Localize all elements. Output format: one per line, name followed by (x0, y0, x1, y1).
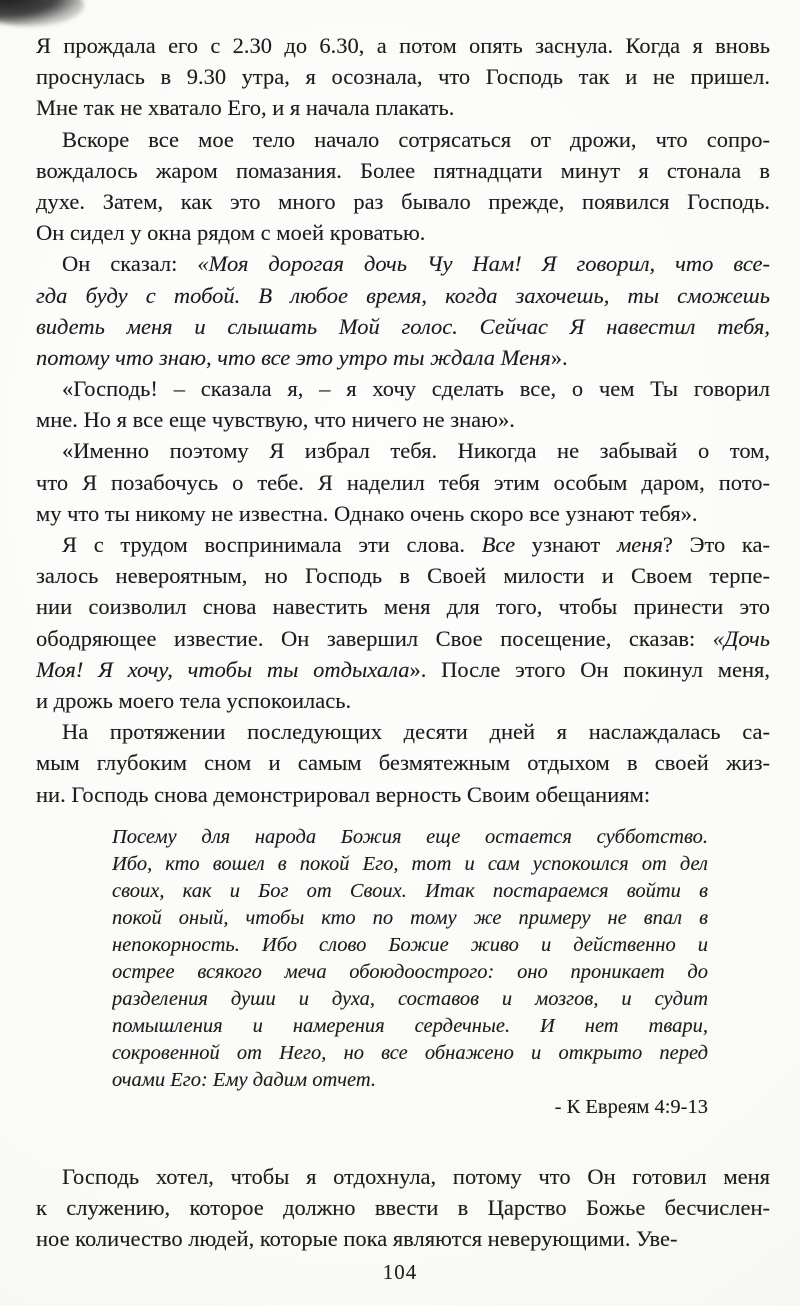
text-line: залось невероятным, но Господь в Своей милости и Своем терпе- (36, 563, 770, 589)
text-line: Посему для народа Божия еще остается субботство. (112, 825, 708, 848)
text-line: - К Евреям 4:9-13 (554, 1095, 708, 1118)
text-line: духе. Затем, как это много раз бывало прежде, появился Господь. (36, 188, 770, 214)
text-line: непокорность. Ибо слово Божие живо и действенно и (112, 933, 708, 956)
text-line: что Я позабочусь о тебе. Я наделил тебя этим особым даром, пото- (36, 469, 770, 495)
text-line: покой оный, чтобы кто по тому же примеру не впал в (112, 906, 708, 929)
text-line: к служению, которое должно ввести в Царство Божье бесчислен- (36, 1194, 770, 1220)
text-line: гда буду с тобой. В любое время, когда захочешь, ты сможешь (36, 282, 770, 308)
text-line: Моя! Я хочу, чтобы ты отдыхала». После этого Он покинул меня, (36, 656, 770, 682)
text-line: проснулась в 9.30 утра, я осознала, что Господь так и не пришел. (36, 64, 770, 90)
text-line: Я прождала его с 2.30 до 6.30, а потом опять заснула. Когда я вновь (36, 33, 770, 58)
text-line: Вскоре все мое тело начало сотрясаться от дрожи, что сопро- (62, 126, 770, 152)
text-line: разделения души и духа, составов и мозгов, и судит (112, 987, 708, 1010)
text-line: «Господь! – сказала я, – я хочу сделать все, о чем Ты говорил (62, 376, 770, 402)
text-line: Он сидел у окна рядом с моей кроватью. (36, 220, 426, 246)
paragraph (36, 30, 770, 124)
text-line: мне. Но я все еще чувствую, что ничего не знаю». (36, 407, 515, 433)
text-line: нии соизволил снова навестить меня для того, чтобы принести это (36, 594, 770, 620)
text-line: ни. Господь снова демонстрировал верность Своим обещаниям: (36, 781, 651, 807)
paragraph (36, 1161, 770, 1255)
text-line: Господь хотел, чтобы я отдохнула, потому что Он готовил меня (62, 1163, 770, 1189)
text-line: «Именно поэтому Я избрал тебя. Никогда не забывай о том, (62, 438, 770, 464)
page-text (36, 30, 770, 1254)
text-line: потому что знаю, что все это утро ты ждала Меня». (36, 344, 568, 370)
text-line: Мне так не хватало Его, и я начала плакать. (36, 95, 455, 121)
text-line: ное количество людей, которые пока являются неверующими. Уве- (36, 1226, 678, 1252)
text-line: Ибо, кто вошел в покой Его, тот и сам успокоился от дел (112, 852, 708, 875)
text-line: На протяжении последующих десяти дней я наслаждалась са- (62, 719, 770, 745)
scan-artifact-corner-smudge (0, 0, 84, 26)
paragraph (36, 373, 770, 435)
scripture-citation (112, 1094, 708, 1121)
text-line: видеть меня и слышать Мой голос. Сейчас Я навестил тебя, (36, 313, 770, 339)
paragraph (36, 716, 770, 810)
page-number: 104 (382, 1260, 418, 1284)
text-line: сокровенной от Него, но все обнажено и открыто перед (112, 1041, 708, 1064)
paragraph (36, 124, 770, 249)
text-line: очами Его: Ему дадим отчет. (112, 1068, 377, 1091)
paragraph (36, 529, 770, 716)
text-line: своих, как и Бог от Своих. Итак постараемся войти в (112, 879, 708, 902)
paragraph (36, 248, 770, 373)
text-line: Он сказал: «Моя дорогая дочь Чу Нам! Я говорил, что все- (62, 251, 770, 277)
text-line: му что ты никому не известна. Однако очень скоро все узнают тебя». (36, 500, 698, 526)
text-line: Я с трудом воспринимала эти слова. Все узнают меня? Это ка- (62, 532, 770, 557)
text-line: мым глубоким сном и самым безмятежным отдыхом в своей жиз- (36, 750, 770, 776)
paragraph (36, 435, 770, 529)
text-line: вождалось жаром помазания. Более пятнадцати минут я стонала в (36, 157, 770, 183)
text-line: и дрожь моего тела успокоилась. (36, 687, 352, 713)
text-line: ободряющее известие. Он завершил Свое посещение, сказав: «Дочь (36, 625, 770, 651)
text-line: острее всякого меча обоюдоострого: оно проникает до (112, 960, 708, 983)
scripture-quote (112, 824, 708, 1094)
text-line: помышления и намерения сердечные. И нет твари, (112, 1014, 708, 1037)
